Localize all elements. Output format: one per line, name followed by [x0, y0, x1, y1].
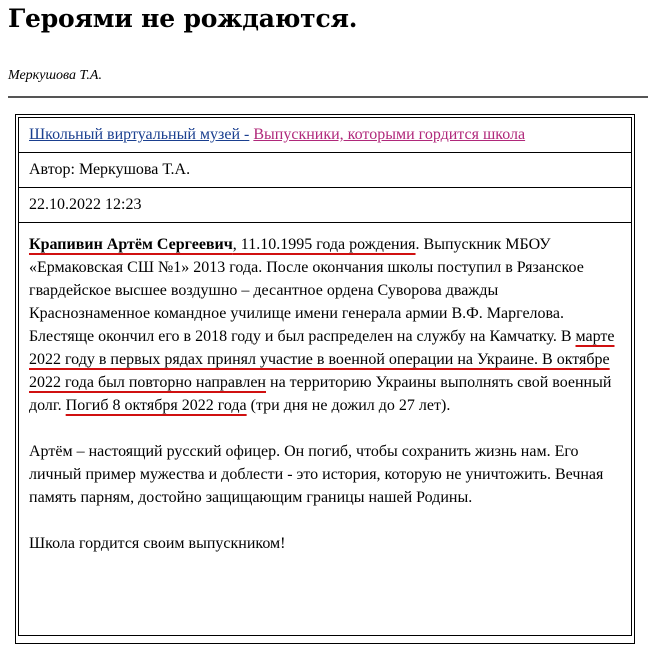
page-title: Героями не рождаются. [8, 4, 358, 33]
section-link[interactable]: Выпускники, которыми гордится школа [253, 126, 526, 143]
paragraph-1 [29, 233, 623, 417]
author-line: Автор: Меркушова Т.А. [18, 152, 632, 188]
text-segment: . Выпускник МБОУ «Ермаковская СШ №1» 2013 года. После окончания школы поступил в Рязанское гвардейское высшее воздушно – десантное ордена Суворова дважды Краснознаменное командное училище имени генерала армии В.Ф. Маргелова. Блестяще окончил его в 2018 году и был распределен на службу на Камчатку. В [29, 236, 584, 345]
breadcrumb [18, 117, 632, 153]
highlight-death: Погиб 8 октября 2022 года [65, 397, 247, 414]
birth-date: , 11.10.1995 года рождения [232, 236, 416, 253]
article-table [15, 114, 635, 644]
text-segment: на территорию Украины выполнять свой военный долг. [29, 374, 612, 414]
datetime: 22.10.2022 12:23 [18, 187, 632, 223]
highlight-deployment: марте 2022 году в первых рядах принял участие в военной операции на Украине. В октябре 2022 года был повторно направлен [29, 328, 615, 391]
paragraph-3: Школа гордится своим выпускником! [29, 535, 286, 552]
museum-link[interactable]: Школьный виртуальный музей [29, 126, 245, 143]
page-author: Меркушова Т.А. [8, 68, 102, 83]
person-name: Крапивин Артём Сергеевич [29, 236, 233, 253]
divider [8, 96, 648, 98]
article-body [18, 222, 632, 636]
breadcrumb-separator[interactable]: - [244, 126, 250, 143]
text-segment: (три дня не дожил до 27 лет). [246, 397, 451, 414]
paragraph-2: Артём – настоящий русский офицер. Он погиб, чтобы сохранить жизнь нам. Его личный пример мужества и доблести - это история, которую не уничтожить. Вечная память парням, достойно защищающим границы нашей Родины. [29, 443, 604, 506]
